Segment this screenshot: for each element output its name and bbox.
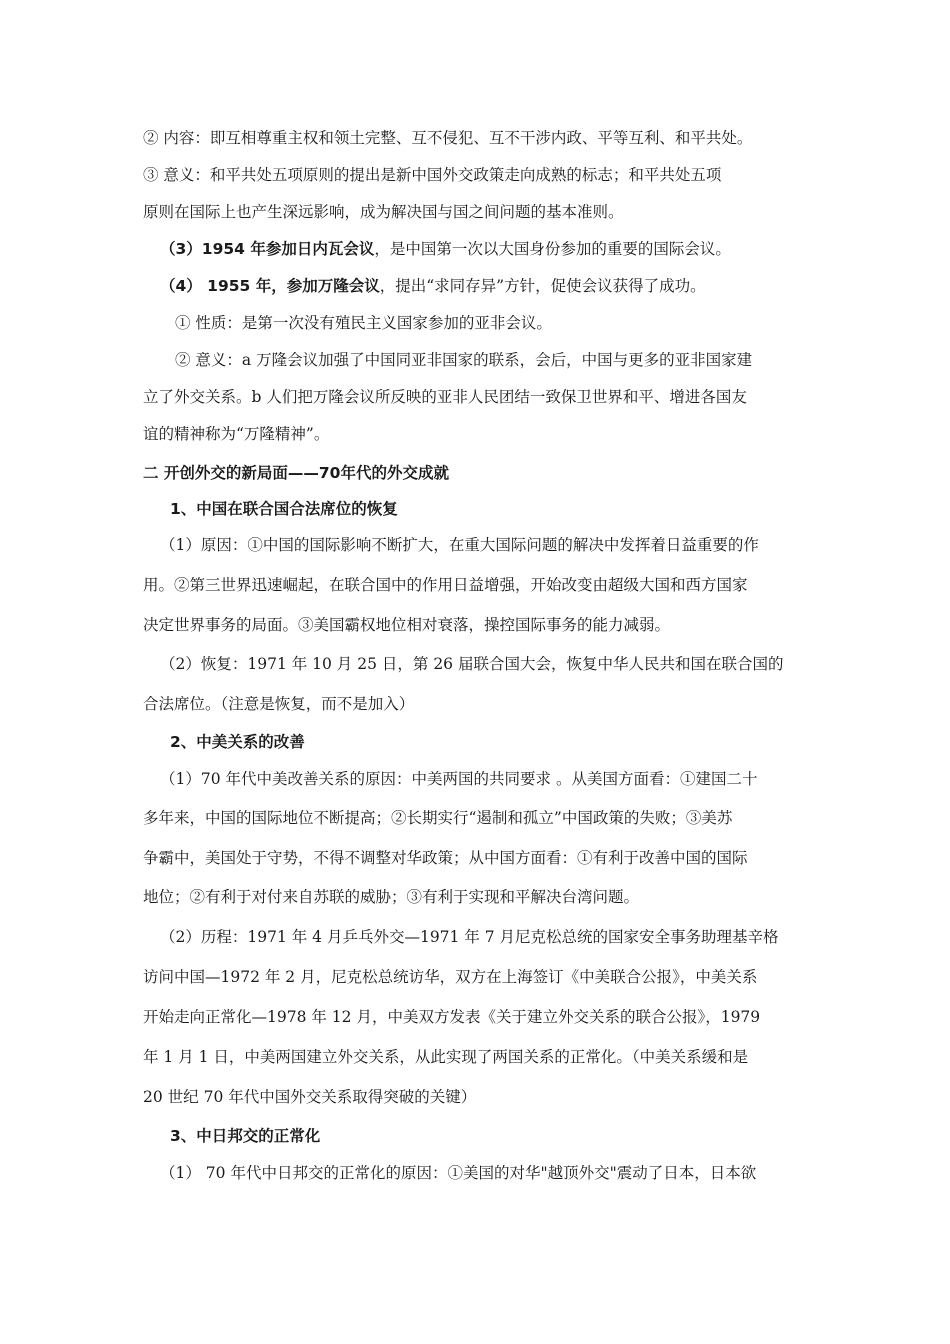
paragraph-line-bandung <box>160 274 706 296</box>
paragraph-line: （2）恢复：1971 年 10 月 25 日，第 26 届联合国大会，恢复中华人民共和国在联合国的 <box>160 655 784 673</box>
paragraph-line: ② 意义：a 万隆会议加强了中国同亚非国家的联系，会后，中国与更多的亚非国家建 <box>175 351 753 369</box>
paragraph-line: 决定世界事务的局面。③美国霸权地位相对衰落，操控国际事务的能力减弱。 <box>143 616 671 634</box>
paragraph-line: ③ 意义：和平共处五项原则的提出是新中国外交政策走向成熟的标志；和平共处五项 <box>143 166 722 184</box>
paragraph-line: ② 内容：即互相尊重主权和领土完整、互不侵犯、互不干涉内政、平等互利、和平共处。 <box>143 129 753 147</box>
paragraph-line: 地位；②有利于对付来自苏联的威胁；③有利于实现和平解决台湾问题。 <box>143 888 640 906</box>
paragraph-line: 立了外交关系。b 人们把万隆会议所反映的亚非人民团结一致保卫世界和平、增进各国友 <box>143 388 747 406</box>
paragraph-line: ① 性质：是第一次没有殖民主义国家参加的亚非会议。 <box>175 314 552 332</box>
subsection-heading: 1、中国在联合国合法席位的恢复 <box>170 500 398 518</box>
subsection-heading: 3、中日邦交的正常化 <box>170 1127 321 1145</box>
geneva-heading: （3）1954 年参加日内瓦会议 <box>160 240 375 258</box>
paragraph-line: 访问中国—1972 年 2 月，尼克松总统访华，双方在上海签订《中美联合公报》，中美关系 <box>143 968 758 986</box>
geneva-text-end: 的重要的国际会议。 <box>591 240 731 258</box>
bandung-text: ，提出“求同存异”方针，促使会议获得了成功。 <box>379 277 706 295</box>
paragraph-line: 20 世纪 70 年代中国外交关系取得突破的关键） <box>143 1088 477 1106</box>
section-heading: 二 开创外交的新局面——70年代的外交成就 <box>143 464 449 482</box>
subsection-heading: 2、中美关系的改善 <box>170 733 305 751</box>
paragraph-line: （1）原因：①中国的国际影响不断扩大，在重大国际问题的解决中发挥着日益重要的作 <box>160 536 759 554</box>
paragraph-line: 合法席位。（注意是恢复，而不是加入） <box>143 695 415 713</box>
paragraph-line: （1） 70 年代中日邦交的正常化的原因：①美国的对华"越顶外交"震动了日本，日本欲 <box>160 1164 757 1182</box>
paragraph-line: 年 1 月 1 日，中美两国建立外交关系，从此实现了两国关系的正常化。（中美关系缓和是 <box>143 1048 749 1066</box>
bandung-heading: （4） 1955 年，参加万隆会议 <box>160 277 380 295</box>
paragraph-line: 用。②第三世界迅速崛起，在联合国中的作用日益增强，开始改变由超级大国和西方国家 <box>143 576 748 594</box>
geneva-text: ，是中国第一次以大国身份参加 <box>374 240 592 258</box>
paragraph-line: （1）70 年代中美改善关系的原因：中美两国的共同要求 。从美国方面看：①建国二十 <box>160 770 758 788</box>
paragraph-line: （2）历程：1971 年 4 月乒乓外交—1971 年 7 月尼克松总统的国家安全事务助理基辛格 <box>160 928 779 946</box>
paragraph-line: 多年来，中国的国际地位不断提高；②长期实行“遏制和孤立”中国政策的失败；③美苏 <box>143 809 733 827</box>
paragraph-line: 原则在国际上也产生深远影响，成为解决国与国之间问题的基本准则。 <box>143 203 624 221</box>
paragraph-line-geneva <box>160 237 731 259</box>
paragraph-line: 开始走向正常化—1978 年 12 月，中美双方发表《关于建立外交关系的联合公报》，1979 <box>143 1008 761 1026</box>
paragraph-line: 争霸中，美国处于守势，不得不调整对华政策；从中国方面看：①有利于改善中国的国际 <box>143 849 748 867</box>
paragraph-line: 谊的精神称为“万隆精神”。 <box>143 425 330 443</box>
